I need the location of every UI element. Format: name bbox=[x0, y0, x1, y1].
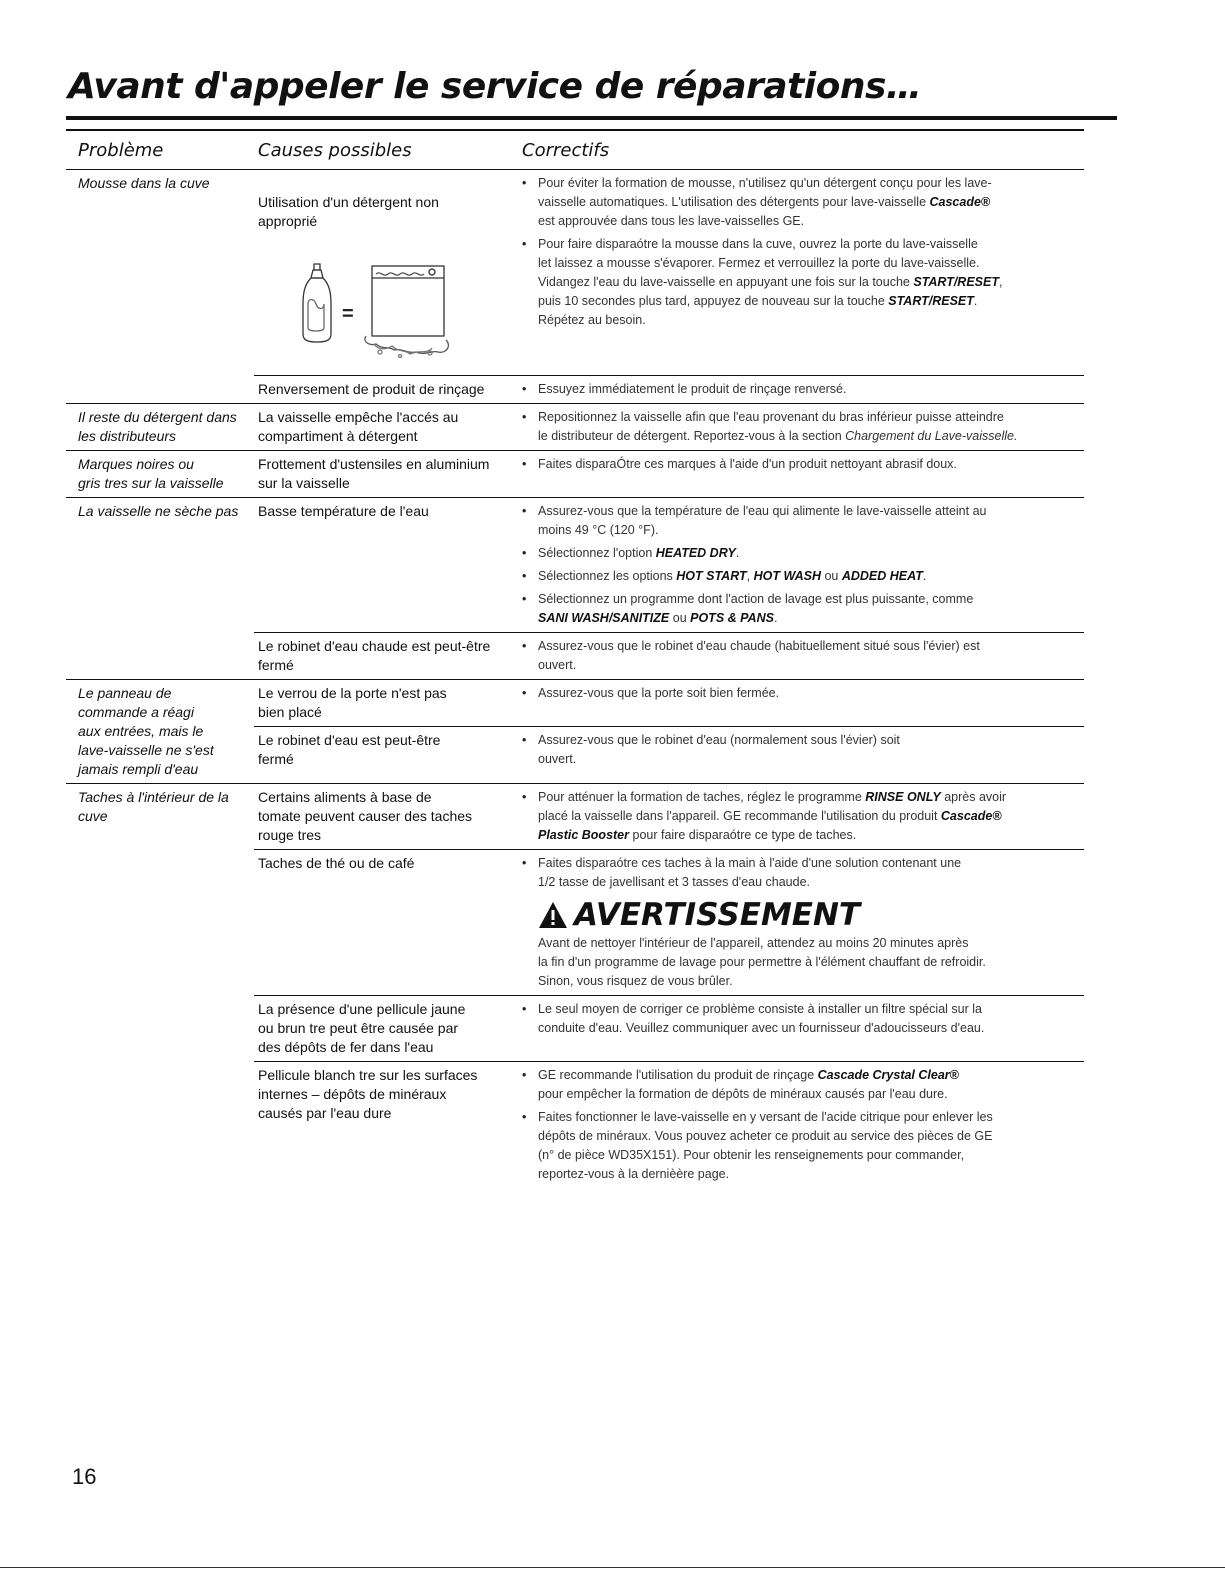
table-row bbox=[254, 1061, 1084, 1188]
table-row bbox=[254, 849, 1084, 995]
fix-item: • Faites disparaótre ces taches à la main à l'aide d'une solution contenant une 1/2 tasse de javellisant et 3 tasses d'eau chaude. bbox=[518, 854, 1080, 892]
fix-item: • Sélectionnez l'option HEATED DRY. bbox=[518, 544, 1080, 563]
fix-item: • Assurez-vous que le robinet d'eau chaude (habituellement situé sous l'évier) est ouvert. bbox=[518, 637, 1080, 675]
warning-triangle-icon bbox=[538, 901, 568, 929]
problem-group-detergent bbox=[66, 404, 1084, 451]
cause-text: Renversement de produit de rinçage bbox=[258, 381, 485, 397]
header-causes: Causes possibles bbox=[258, 139, 412, 161]
troubleshooting-table bbox=[66, 129, 1084, 1188]
problem-label: Taches à l'intérieur de la cuve bbox=[78, 789, 229, 824]
cause-text: Taches de thé ou de café bbox=[258, 855, 415, 871]
problem-group-panneau bbox=[66, 680, 1084, 784]
cause-text: Utilisation d'un détergent non approprié bbox=[258, 194, 439, 229]
fix-item: • Faites fonctionner le lave-vaisselle en y versant de l'acide citrique pour enlever les dépôts de minéraux. Vous pouvez acheter ce produit au service des pièces de GE (n° de pièce WD35X151). Pour obtenir les renseignements pour commander, reportez-vous à la dernièère page. bbox=[518, 1108, 1080, 1184]
fixes-cell bbox=[518, 854, 1084, 991]
bottom-rule bbox=[0, 1567, 1225, 1568]
dish-soap-bottle-icon bbox=[303, 264, 331, 342]
fix-item: • Le seul moyen de corriger ce problème consiste à installer un filtre spécial sur la conduite d'eau. Veuillez communiquer avec un fournisseur d'adoucisseurs d'eau. bbox=[518, 1000, 1080, 1038]
table-row bbox=[254, 498, 1084, 632]
problem-group-sechage bbox=[66, 498, 1084, 680]
fix-item: • Sélectionnez les options HOT START, HOT WASH ou ADDED HEAT. bbox=[518, 567, 1080, 586]
fixes-cell bbox=[518, 380, 1084, 399]
fixes-cell bbox=[518, 1000, 1084, 1057]
problem-label: La vaisselle ne sèche pas bbox=[78, 503, 239, 519]
warning-block bbox=[538, 896, 1080, 991]
warning-text: Avant de nettoyer l'intérieur de l'appareil, attendez au moins 20 minutes après la fin d'un programme de lavage pour permettre à l'élément chauffant de refroidir. Sinon, vous risquez de vous brûler. bbox=[538, 936, 986, 988]
fix-item: • Pour faire disparaótre la mousse dans la cuve, ouvrez la porte du lave-vaisselle let laissez a mousse s'évaporer. Fermez et verrouillez la porte du lave-vaisselle. Vidangez l'eau du lave-vaisselle en appuyant une fois sur la touche START/RESET, puis 10 secondes plus tard, appuyez de nouveau sur la touche START/RESET. Répétez au besoin. bbox=[518, 235, 1080, 330]
table-row bbox=[254, 784, 1084, 849]
equals-sign: = bbox=[342, 303, 354, 325]
table-row bbox=[254, 170, 1084, 375]
dishwasher-foam-icon bbox=[365, 266, 449, 358]
cause-text: Le robinet d'eau est peut-être fermé bbox=[258, 732, 441, 767]
fix-item: • Essuyez immédiatement le produit de rinçage renversé. bbox=[518, 380, 1080, 399]
cause-text: Basse température de l'eau bbox=[258, 503, 429, 519]
fix-item: • Faites disparaÓtre ces marques à l'aide d'un produit nettoyant abrasif doux. bbox=[518, 455, 1080, 474]
problem-group-marques bbox=[66, 451, 1084, 498]
cause-text: Pellicule blanch tre sur les surfaces internes – dépôts de minéraux causés par l'eau dure bbox=[258, 1067, 478, 1121]
problem-label: Le panneau de commande a réagi aux entrées, mais le lave-vaisselle ne s'est jamais rempli d'eau bbox=[78, 685, 214, 777]
header-fixes: Correctifs bbox=[522, 139, 610, 161]
fixes-cell bbox=[518, 731, 1084, 769]
page-number: 16 bbox=[72, 1464, 97, 1489]
fixes-cell bbox=[518, 684, 1084, 722]
fix-item: • Repositionnez la vaisselle afin que l'eau provenant du bras inférieur puisse atteindre le distributeur de détergent. Reportez-vous à la section Chargement du Lave-vaisselle. bbox=[518, 408, 1080, 446]
table-row bbox=[254, 451, 1084, 497]
problem-group-taches bbox=[66, 784, 1084, 1188]
cause-text: La présence d'une pellicule jaune ou brun tre peut être causée par des dépôts de fer dans l'eau bbox=[258, 1001, 466, 1055]
table-row bbox=[254, 632, 1084, 679]
problem-label: Marques noires ou gris tres sur la vaisselle bbox=[78, 456, 224, 491]
cause-cell bbox=[254, 174, 518, 371]
fix-item: • Assurez-vous que le robinet d'eau (normalement sous l'évier) soit ouvert. bbox=[518, 731, 1080, 769]
problem-label: Mousse dans la cuve bbox=[78, 175, 210, 191]
fix-item: • Sélectionnez un programme dont l'action de lavage est plus puissante, comme SANI WASH/SANITIZE ou POTS & PANS. bbox=[518, 590, 1080, 628]
detergent-foam-illustration bbox=[280, 260, 480, 360]
fixes-cell bbox=[518, 455, 1084, 493]
header-problem: Problème bbox=[78, 139, 164, 161]
table-row bbox=[254, 375, 1084, 403]
problem-label: Il reste du détergent dans les distributeurs bbox=[78, 409, 237, 444]
warning-title: AVERTISSEMENT bbox=[538, 896, 1080, 934]
fix-item: • Assurez-vous que la température de l'eau qui alimente le lave-vaisselle atteint au moins 49 °C (120 °F). bbox=[518, 502, 1080, 540]
problem-group-mousse bbox=[66, 170, 1084, 404]
cause-text: Frottement d'ustensiles en aluminium sur la vaisselle bbox=[258, 456, 490, 491]
fix-item: • Assurez-vous que la porte soit bien fermée. bbox=[518, 684, 1080, 703]
table-row bbox=[254, 404, 1084, 450]
table-row bbox=[254, 726, 1084, 773]
table-row bbox=[254, 680, 1084, 726]
fix-item: • Pour éviter la formation de mousse, n'utilisez qu'un détergent conçu pour les lave- vaisselle automatiques. L'utilisation des détergents pour lave-vaisselle Cascade® est approuvée dans tous les lave-vaisselles GE. bbox=[518, 174, 1080, 231]
fixes-cell bbox=[518, 637, 1084, 675]
page-title: Avant d'appeler le service de réparations… bbox=[68, 66, 922, 107]
fixes-cell bbox=[518, 1066, 1084, 1184]
fixes-cell bbox=[518, 502, 1084, 628]
table-row bbox=[254, 995, 1084, 1061]
cause-text: La vaisselle empêche l'accés au compartiment à détergent bbox=[258, 409, 459, 444]
fix-item: • Pour atténuer la formation de taches, réglez le programme RINSE ONLY après avoir placé la vaisselle dans l'appareil. GE recommande l'utilisation du produit Cascade® Plastic Booster pour faire disparaótre ce type de taches. bbox=[518, 788, 1080, 845]
cause-text: Le verrou de la porte n'est pas bien placé bbox=[258, 685, 447, 720]
cause-text: Certains aliments à base de tomate peuvent causer des taches rouge tres bbox=[258, 789, 473, 843]
fixes-cell bbox=[518, 174, 1084, 371]
fixes-cell bbox=[518, 408, 1084, 446]
table-header bbox=[66, 131, 1084, 170]
fixes-cell bbox=[518, 788, 1084, 845]
fix-item: • GE recommande l'utilisation du produit de rinçage Cascade Crystal Clear® pour empêcher la formation de dépôts de minéraux causés par l'eau dure. bbox=[518, 1066, 1080, 1104]
title-rule bbox=[66, 116, 1117, 120]
cause-text: Le robinet d'eau chaude est peut-être fermé bbox=[258, 638, 491, 673]
